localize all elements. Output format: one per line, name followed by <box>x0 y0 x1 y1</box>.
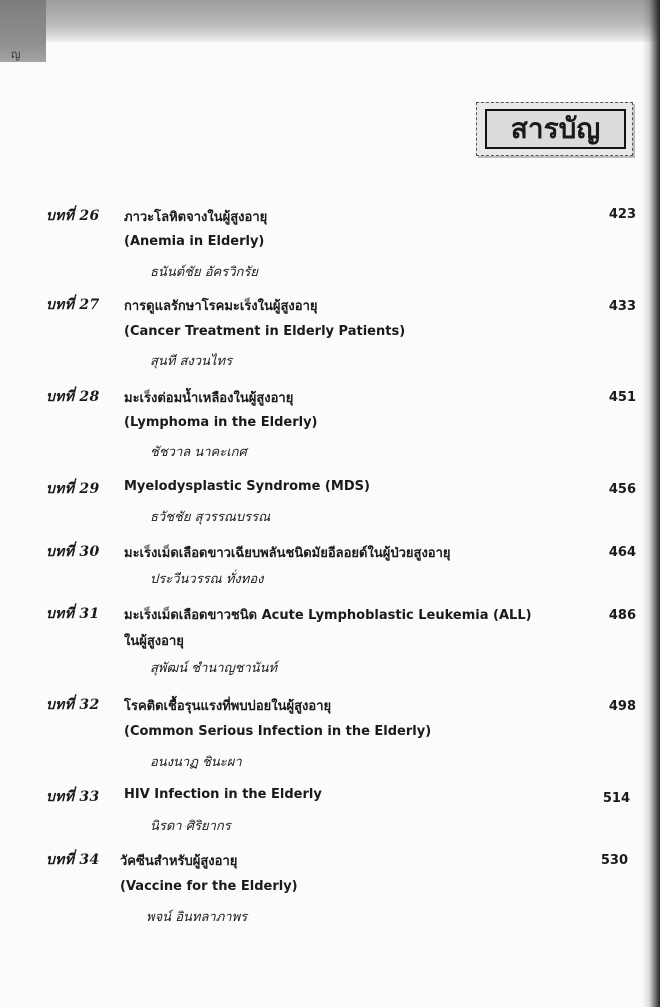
chapter-title: Myelodysplastic Syndrome (MDS) <box>124 479 370 494</box>
page-number: 514 <box>602 791 630 806</box>
chapter-title: ภาวะโลหิตจางในผู้สูงอายุ <box>124 210 268 225</box>
page-number: 456 <box>608 482 636 497</box>
chapter-title: วัคซีนสำหรับผู้สูงอายุ <box>120 854 238 869</box>
chapter-number: บทที่ 30 <box>46 544 100 560</box>
chapter-title-en: (Lymphoma in the Elderly) <box>124 415 318 430</box>
chapter-number: บทที่ 26 <box>46 208 100 224</box>
chapter-author: ธวัชชัย สุวรรณบรรณ <box>150 510 271 525</box>
chapter-number: บทที่ 34 <box>46 852 100 868</box>
chapter-title: มะเร็งเม็ดเลือดขาวชนิด Acute Lymphoblastic Leukemia (ALL) <box>124 608 532 623</box>
chapter-title: มะเร็งต่อมน้ำเหลืองในผู้สูงอายุ <box>124 391 294 406</box>
chapter-author: สุพัฒน์ ชำนาญชานันท์ <box>150 661 278 676</box>
chapter-title: มะเร็งเม็ดเลือดขาวเฉียบพลันชนิดมัยอีลอยด์ในผู้ป่วยสูงอายุ <box>124 546 451 561</box>
chapter-title-en: (Vaccine for the Elderly) <box>120 879 298 894</box>
chapter-number: บทที่ 27 <box>46 297 100 313</box>
chapter-number: บทที่ 32 <box>46 697 100 713</box>
page-number: 423 <box>608 207 636 222</box>
chapter-number: บทที่ 28 <box>46 389 100 405</box>
chapter-number: บทที่ 29 <box>46 481 100 497</box>
chapter-title-en: (Common Serious Infection in the Elderly) <box>124 724 432 739</box>
page-number: 498 <box>608 699 636 714</box>
chapter-title-cont: ในผู้สูงอายุ <box>124 634 184 649</box>
chapter-title: HIV Infection in the Elderly <box>124 787 322 802</box>
page-number: 433 <box>608 299 636 314</box>
chapter-number: บทที่ 33 <box>46 789 100 805</box>
page-number: 486 <box>608 608 636 623</box>
toc-title: สารบัญ <box>485 109 626 149</box>
chapter-author: นิรดา ศิริยากร <box>150 819 231 834</box>
page-marker: ญ <box>11 48 21 61</box>
page-number: 464 <box>608 545 636 560</box>
chapter-author: พจน์ อินทลาภาพร <box>146 910 248 925</box>
chapter-author: ชัชวาล นาคะเกศ <box>150 445 247 460</box>
chapter-author: สุนที สงวนไทร <box>150 354 233 369</box>
chapter-title-en: (Anemia in Elderly) <box>124 234 265 249</box>
page-number: 530 <box>600 853 628 868</box>
chapter-title-en: (Cancer Treatment in Elderly Patients) <box>124 324 406 339</box>
chapter-author: ประวีนวรรณ ทั่งทอง <box>150 572 264 587</box>
chapter-number: บทที่ 31 <box>46 606 100 622</box>
chapter-title: การดูแลรักษาโรคมะเร็งในผู้สูงอายุ <box>124 299 318 314</box>
chapter-author: อนงนาฏ ชินะผา <box>150 755 242 770</box>
chapter-author: ธนันต์ชัย อัครวิกรัย <box>150 265 258 280</box>
chapter-title: โรคติดเชื้อรุนแรงที่พบบ่อยในผู้สูงอายุ <box>124 699 332 714</box>
page-number: 451 <box>608 390 636 405</box>
